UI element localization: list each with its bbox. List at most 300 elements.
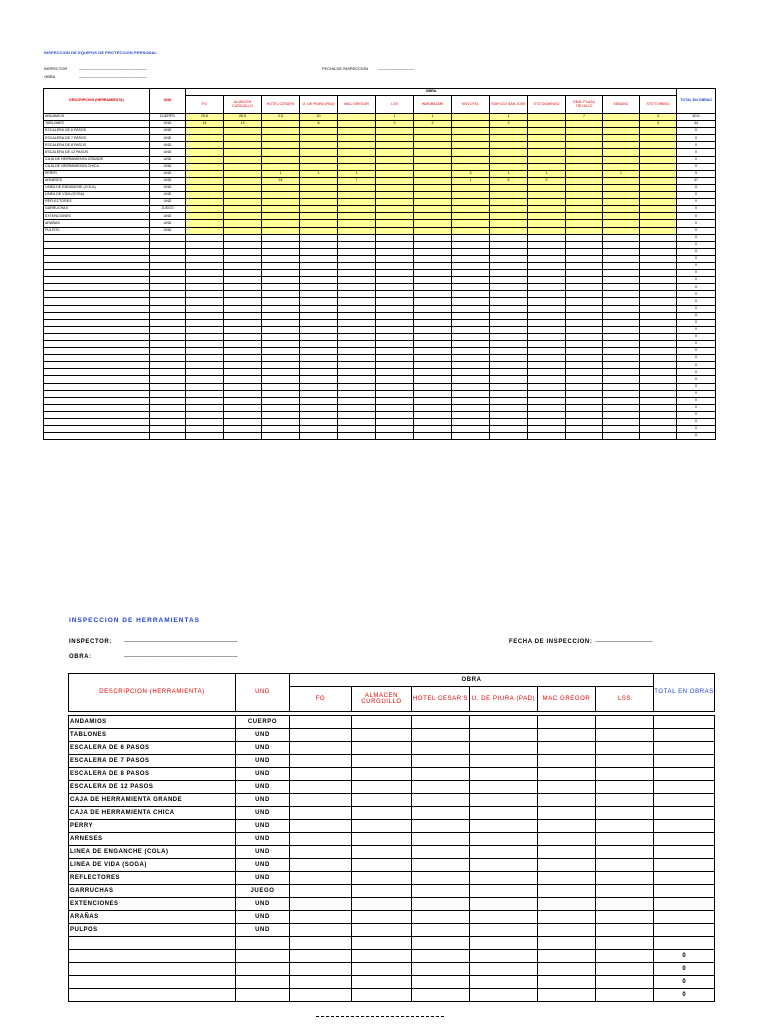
row-site-value[interactable] — [490, 284, 528, 291]
row-site-value[interactable] — [452, 128, 490, 135]
row-site-value[interactable] — [452, 135, 490, 142]
row-site-value[interactable] — [470, 885, 538, 898]
row-site-value[interactable] — [414, 291, 452, 298]
row-unit[interactable] — [236, 989, 290, 1002]
row-site-value[interactable] — [566, 199, 603, 206]
row-site-value[interactable] — [490, 326, 528, 333]
row-site-value[interactable] — [490, 270, 528, 277]
row-site-value[interactable] — [603, 341, 640, 348]
row-site-value[interactable] — [596, 716, 654, 729]
row-site-value[interactable] — [603, 163, 640, 170]
row-site-value[interactable] — [186, 149, 224, 156]
row-site-value[interactable] — [603, 177, 640, 184]
row-site-value[interactable]: 1 — [376, 114, 414, 121]
row-site-value[interactable] — [352, 807, 412, 820]
row-site-value[interactable] — [470, 755, 538, 768]
row-site-value[interactable] — [452, 270, 490, 277]
row-site-value[interactable] — [186, 206, 224, 213]
row-site-value[interactable] — [538, 872, 596, 885]
row-site-value[interactable] — [414, 234, 452, 241]
row-site-value[interactable] — [262, 199, 300, 206]
row-unit[interactable] — [150, 234, 186, 241]
row-site-value[interactable] — [300, 135, 338, 142]
row-site-value[interactable] — [414, 298, 452, 305]
row-site-value[interactable] — [528, 199, 566, 206]
row-site-value[interactable] — [528, 262, 566, 269]
row-site-value[interactable] — [338, 255, 376, 262]
row-description[interactable] — [69, 989, 236, 1002]
row-site-value[interactable] — [490, 277, 528, 284]
row-site-value[interactable]: 1 — [414, 114, 452, 121]
row-site-value[interactable] — [528, 348, 566, 355]
row-site-value[interactable] — [566, 326, 603, 333]
row-site-value[interactable] — [376, 255, 414, 262]
row-site-value[interactable] — [262, 206, 300, 213]
row-site-value[interactable]: 1 — [490, 114, 528, 121]
row-site-value[interactable] — [262, 433, 300, 440]
row-site-value[interactable] — [470, 742, 538, 755]
row-site-value[interactable] — [262, 248, 300, 255]
row-site-value[interactable] — [376, 234, 414, 241]
row-site-value[interactable] — [300, 227, 338, 234]
row-site-value[interactable] — [528, 326, 566, 333]
row-site-value[interactable] — [640, 369, 677, 376]
row-site-value[interactable] — [376, 170, 414, 177]
row-site-value[interactable] — [452, 255, 490, 262]
row-unit[interactable] — [150, 390, 186, 397]
row-description[interactable] — [69, 963, 236, 976]
row-site-value[interactable] — [538, 820, 596, 833]
row-site-value[interactable] — [490, 163, 528, 170]
row-site-value[interactable] — [603, 206, 640, 213]
row-site-value[interactable] — [186, 270, 224, 277]
row-site-value[interactable] — [186, 255, 224, 262]
row-unit[interactable] — [150, 355, 186, 362]
row-unit[interactable] — [150, 284, 186, 291]
row-site-value[interactable] — [338, 362, 376, 369]
row-description[interactable] — [69, 937, 236, 950]
row-site-value[interactable] — [603, 326, 640, 333]
row-site-value[interactable] — [452, 114, 490, 121]
row-site-value[interactable] — [490, 227, 528, 234]
row-site-value[interactable] — [290, 924, 352, 937]
row-site-value[interactable] — [186, 362, 224, 369]
row-site-value[interactable] — [338, 341, 376, 348]
row-site-value[interactable] — [490, 135, 528, 142]
row-site-value[interactable] — [338, 433, 376, 440]
row-site-value[interactable] — [338, 184, 376, 191]
row-site-value[interactable] — [224, 348, 262, 355]
row-site-value[interactable] — [376, 213, 414, 220]
row-site-value[interactable] — [490, 411, 528, 418]
row-site-value[interactable] — [452, 362, 490, 369]
row-description[interactable] — [44, 376, 150, 383]
row-site-value[interactable] — [186, 383, 224, 390]
row-site-value[interactable] — [376, 156, 414, 163]
row-site-value[interactable] — [186, 177, 224, 184]
row-site-value[interactable] — [528, 248, 566, 255]
row-site-value[interactable] — [538, 859, 596, 872]
row-site-value[interactable] — [262, 163, 300, 170]
row-site-value[interactable] — [603, 362, 640, 369]
row-site-value[interactable] — [338, 156, 376, 163]
row-site-value[interactable] — [224, 284, 262, 291]
row-site-value[interactable] — [412, 807, 470, 820]
row-site-value[interactable] — [566, 312, 603, 319]
row-site-value[interactable] — [412, 885, 470, 898]
row-site-value[interactable] — [452, 376, 490, 383]
row-site-value[interactable] — [452, 355, 490, 362]
row-description[interactable] — [44, 234, 150, 241]
row-site-value[interactable] — [603, 149, 640, 156]
row-site-value[interactable] — [528, 156, 566, 163]
row-site-value[interactable] — [596, 950, 654, 963]
row-site-value[interactable] — [376, 341, 414, 348]
row-unit[interactable] — [150, 305, 186, 312]
row-site-value[interactable] — [566, 298, 603, 305]
row-site-value[interactable] — [490, 220, 528, 227]
row-site-value[interactable]: 29.5 — [186, 114, 224, 121]
row-site-value[interactable] — [640, 333, 677, 340]
row-site-value[interactable] — [224, 383, 262, 390]
row-site-value[interactable] — [470, 963, 538, 976]
row-site-value[interactable] — [414, 411, 452, 418]
row-site-value[interactable] — [186, 184, 224, 191]
row-site-value[interactable] — [490, 206, 528, 213]
row-site-value[interactable] — [490, 341, 528, 348]
row-site-value[interactable] — [412, 950, 470, 963]
row-description[interactable] — [44, 383, 150, 390]
row-site-value[interactable] — [490, 390, 528, 397]
row-site-value[interactable] — [414, 383, 452, 390]
row-site-value[interactable] — [290, 742, 352, 755]
row-site-value[interactable] — [338, 128, 376, 135]
row-site-value[interactable] — [376, 305, 414, 312]
row-description[interactable] — [44, 298, 150, 305]
row-site-value[interactable] — [596, 768, 654, 781]
row-site-value[interactable] — [538, 833, 596, 846]
row-site-value[interactable] — [490, 149, 528, 156]
row-site-value[interactable] — [262, 255, 300, 262]
row-site-value[interactable]: 1 — [603, 170, 640, 177]
row-site-value[interactable] — [603, 248, 640, 255]
row-site-value[interactable] — [414, 262, 452, 269]
row-site-value[interactable] — [596, 846, 654, 859]
row-site-value[interactable] — [640, 291, 677, 298]
row-site-value[interactable] — [352, 846, 412, 859]
row-site-value[interactable] — [338, 270, 376, 277]
row-description[interactable] — [44, 333, 150, 340]
row-site-value[interactable] — [376, 128, 414, 135]
row-site-value[interactable] — [452, 319, 490, 326]
row-site-value[interactable] — [490, 234, 528, 241]
row-site-value[interactable] — [376, 326, 414, 333]
row-site-value[interactable] — [186, 213, 224, 220]
row-site-value[interactable] — [566, 192, 603, 199]
row-site-value[interactable] — [538, 937, 596, 950]
row-site-value[interactable] — [528, 227, 566, 234]
row-site-value[interactable] — [528, 312, 566, 319]
row-site-value[interactable] — [224, 355, 262, 362]
row-site-value[interactable] — [262, 135, 300, 142]
row-unit[interactable] — [236, 963, 290, 976]
row-site-value[interactable] — [224, 220, 262, 227]
row-site-value[interactable] — [414, 341, 452, 348]
row-site-value[interactable] — [186, 419, 224, 426]
row-site-value[interactable] — [452, 227, 490, 234]
row-site-value[interactable] — [452, 305, 490, 312]
row-site-value[interactable] — [528, 220, 566, 227]
row-site-value[interactable] — [528, 206, 566, 213]
row-unit[interactable] — [150, 397, 186, 404]
row-site-value[interactable] — [470, 794, 538, 807]
row-description[interactable] — [44, 319, 150, 326]
row-site-value[interactable] — [452, 333, 490, 340]
row-site-value[interactable] — [640, 234, 677, 241]
row-site-value[interactable] — [603, 128, 640, 135]
row-site-value[interactable] — [640, 227, 677, 234]
row-site-value[interactable] — [470, 807, 538, 820]
row-site-value[interactable] — [640, 348, 677, 355]
row-site-value[interactable] — [224, 270, 262, 277]
row-site-value[interactable] — [596, 898, 654, 911]
row-site-value[interactable] — [412, 989, 470, 1002]
row-site-value[interactable] — [352, 898, 412, 911]
row-site-value[interactable] — [596, 820, 654, 833]
row-site-value[interactable] — [414, 142, 452, 149]
row-site-value[interactable] — [338, 192, 376, 199]
row-site-value[interactable] — [566, 355, 603, 362]
row-site-value[interactable] — [566, 433, 603, 440]
row-site-value[interactable] — [490, 255, 528, 262]
row-site-value[interactable] — [452, 184, 490, 191]
row-site-value[interactable] — [186, 326, 224, 333]
row-site-value[interactable] — [640, 206, 677, 213]
row-site-value[interactable] — [376, 298, 414, 305]
row-site-value[interactable] — [262, 319, 300, 326]
row-site-value[interactable] — [640, 142, 677, 149]
row-site-value[interactable] — [262, 234, 300, 241]
row-site-value[interactable] — [300, 355, 338, 362]
row-site-value[interactable] — [640, 326, 677, 333]
row-site-value[interactable] — [290, 781, 352, 794]
row-site-value[interactable] — [470, 989, 538, 1002]
row-site-value[interactable] — [338, 326, 376, 333]
row-site-value[interactable] — [290, 807, 352, 820]
row-site-value[interactable] — [338, 114, 376, 121]
row-unit[interactable] — [150, 255, 186, 262]
row-site-value[interactable] — [290, 859, 352, 872]
row-site-value[interactable] — [490, 184, 528, 191]
row-site-value[interactable] — [300, 411, 338, 418]
row-site-value[interactable] — [300, 213, 338, 220]
row-site-value[interactable] — [490, 383, 528, 390]
row-site-value[interactable] — [470, 898, 538, 911]
row-site-value[interactable] — [290, 911, 352, 924]
row-site-value[interactable] — [338, 411, 376, 418]
row-unit[interactable] — [236, 976, 290, 989]
row-site-value[interactable] — [414, 319, 452, 326]
row-site-value[interactable] — [376, 248, 414, 255]
row-site-value[interactable] — [186, 369, 224, 376]
row-site-value[interactable] — [262, 397, 300, 404]
row-unit[interactable] — [150, 341, 186, 348]
row-unit[interactable] — [150, 277, 186, 284]
row-site-value[interactable] — [538, 950, 596, 963]
row-site-value[interactable] — [338, 248, 376, 255]
row-site-value[interactable] — [224, 305, 262, 312]
row-site-value[interactable] — [352, 872, 412, 885]
row-site-value[interactable] — [224, 369, 262, 376]
row-unit[interactable] — [150, 248, 186, 255]
row-site-value[interactable] — [376, 277, 414, 284]
row-site-value[interactable] — [490, 319, 528, 326]
row-site-value[interactable] — [414, 184, 452, 191]
row-site-value[interactable]: 13 — [224, 121, 262, 128]
row-description[interactable] — [44, 426, 150, 433]
row-site-value[interactable] — [300, 262, 338, 269]
row-site-value[interactable] — [300, 156, 338, 163]
row-site-value[interactable] — [566, 341, 603, 348]
row-site-value[interactable] — [352, 924, 412, 937]
row-site-value[interactable] — [528, 121, 566, 128]
row-unit[interactable] — [150, 419, 186, 426]
row-site-value[interactable] — [414, 192, 452, 199]
row-site-value[interactable] — [566, 255, 603, 262]
row-description[interactable] — [44, 291, 150, 298]
row-site-value[interactable] — [452, 291, 490, 298]
row-unit[interactable] — [150, 362, 186, 369]
row-site-value[interactable] — [224, 149, 262, 156]
row-site-value[interactable] — [603, 411, 640, 418]
row-site-value[interactable] — [538, 911, 596, 924]
row-site-value[interactable] — [352, 716, 412, 729]
row-site-value[interactable] — [338, 312, 376, 319]
row-site-value[interactable] — [566, 291, 603, 298]
row-site-value[interactable] — [352, 950, 412, 963]
row-site-value[interactable] — [452, 277, 490, 284]
row-site-value[interactable] — [186, 411, 224, 418]
row-site-value[interactable] — [414, 355, 452, 362]
row-description[interactable] — [44, 348, 150, 355]
row-site-value[interactable] — [412, 859, 470, 872]
row-site-value[interactable] — [224, 199, 262, 206]
row-site-value[interactable]: 1 — [338, 170, 376, 177]
row-site-value[interactable] — [470, 859, 538, 872]
row-site-value[interactable] — [566, 362, 603, 369]
row-site-value[interactable] — [352, 911, 412, 924]
row-description[interactable] — [44, 411, 150, 418]
row-site-value[interactable] — [538, 963, 596, 976]
row-unit[interactable] — [150, 312, 186, 319]
row-site-value[interactable] — [414, 348, 452, 355]
row-site-value[interactable] — [596, 781, 654, 794]
row-site-value[interactable] — [538, 898, 596, 911]
row-site-value[interactable] — [262, 149, 300, 156]
row-site-value[interactable]: 1 — [490, 170, 528, 177]
row-site-value[interactable] — [300, 298, 338, 305]
row-site-value[interactable] — [603, 369, 640, 376]
row-site-value[interactable] — [376, 426, 414, 433]
row-site-value[interactable] — [376, 220, 414, 227]
row-site-value[interactable] — [603, 319, 640, 326]
row-site-value[interactable] — [262, 213, 300, 220]
row-site-value[interactable]: 24 — [262, 177, 300, 184]
row-site-value[interactable] — [338, 419, 376, 426]
row-unit[interactable] — [150, 369, 186, 376]
row-site-value[interactable] — [414, 149, 452, 156]
row-description[interactable] — [44, 404, 150, 411]
row-site-value[interactable] — [352, 742, 412, 755]
row-site-value[interactable] — [596, 976, 654, 989]
row-site-value[interactable] — [412, 898, 470, 911]
row-site-value[interactable] — [412, 768, 470, 781]
row-site-value[interactable] — [338, 397, 376, 404]
row-site-value[interactable] — [300, 433, 338, 440]
row-site-value[interactable] — [300, 383, 338, 390]
row-site-value[interactable] — [640, 156, 677, 163]
row-site-value[interactable] — [640, 248, 677, 255]
row-site-value[interactable] — [528, 341, 566, 348]
row-site-value[interactable] — [414, 284, 452, 291]
row-site-value[interactable] — [640, 426, 677, 433]
row-site-value[interactable] — [538, 781, 596, 794]
row-site-value[interactable] — [452, 383, 490, 390]
row-site-value[interactable] — [528, 397, 566, 404]
row-site-value[interactable] — [603, 355, 640, 362]
row-site-value[interactable] — [412, 911, 470, 924]
row-unit[interactable] — [150, 326, 186, 333]
row-site-value[interactable] — [224, 184, 262, 191]
row-site-value[interactable] — [566, 248, 603, 255]
row-site-value[interactable] — [452, 220, 490, 227]
row-description[interactable] — [44, 248, 150, 255]
row-site-value[interactable] — [290, 989, 352, 1002]
row-site-value[interactable] — [338, 206, 376, 213]
row-site-value[interactable] — [338, 163, 376, 170]
row-site-value[interactable] — [640, 383, 677, 390]
row-site-value[interactable] — [262, 362, 300, 369]
row-site-value[interactable] — [262, 355, 300, 362]
row-site-value[interactable] — [300, 326, 338, 333]
row-site-value[interactable] — [603, 291, 640, 298]
row-site-value[interactable] — [224, 312, 262, 319]
row-site-value[interactable] — [640, 355, 677, 362]
row-site-value[interactable] — [603, 305, 640, 312]
row-site-value[interactable]: 7 — [566, 114, 603, 121]
row-description[interactable] — [44, 419, 150, 426]
row-site-value[interactable] — [290, 716, 352, 729]
row-site-value[interactable] — [186, 220, 224, 227]
row-site-value[interactable] — [528, 333, 566, 340]
row-site-value[interactable] — [566, 163, 603, 170]
row-site-value[interactable] — [452, 419, 490, 426]
row-site-value[interactable] — [528, 114, 566, 121]
row-site-value[interactable] — [262, 419, 300, 426]
row-site-value[interactable] — [490, 192, 528, 199]
row-site-value[interactable] — [490, 312, 528, 319]
row-site-value[interactable] — [640, 199, 677, 206]
row-unit[interactable] — [150, 291, 186, 298]
row-site-value[interactable] — [338, 426, 376, 433]
row-site-value[interactable] — [300, 419, 338, 426]
row-site-value[interactable] — [262, 426, 300, 433]
row-site-value[interactable] — [528, 376, 566, 383]
row-site-value[interactable] — [300, 362, 338, 369]
row-site-value[interactable] — [566, 390, 603, 397]
row-site-value[interactable] — [262, 184, 300, 191]
row-site-value[interactable] — [490, 291, 528, 298]
